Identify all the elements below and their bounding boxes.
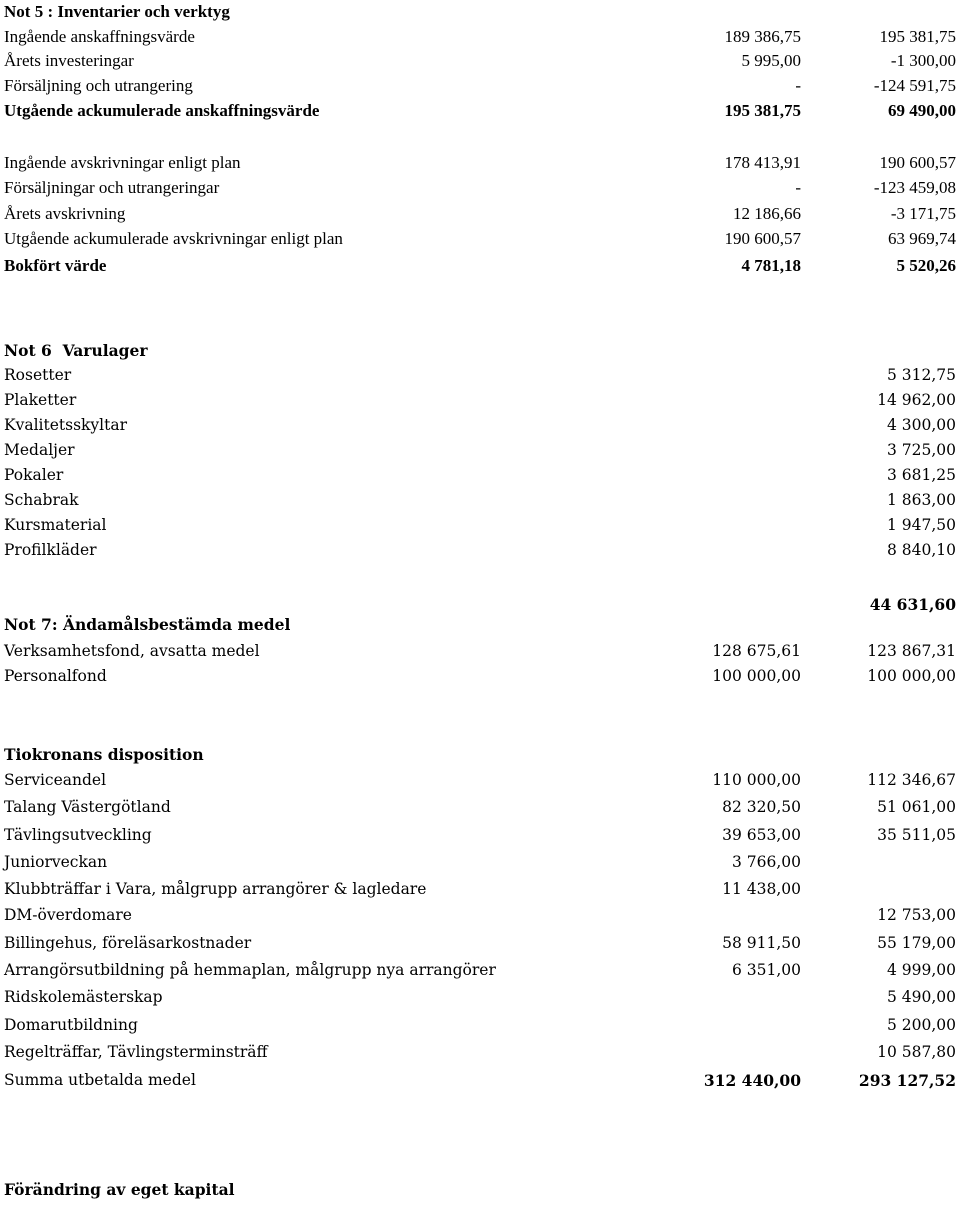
row-value-previous: 4 999,00: [886, 961, 956, 979]
row-value-previous: 100 000,00: [867, 667, 956, 685]
row-value-current: 195 381,75: [724, 101, 801, 120]
row-label: Ingående avskrivningar enligt plan: [4, 153, 241, 172]
row-value-previous: -1 300,00: [890, 51, 956, 70]
row-value-previous: 35 511,05: [877, 826, 956, 844]
row-value-current: 58 911,50: [722, 934, 801, 952]
row-value: 14 962,00: [877, 391, 956, 409]
table-row: [0, 906, 960, 932]
row-value-current: 100 000,00: [712, 667, 801, 685]
row-label: Serviceandel: [4, 771, 107, 789]
row-label: Ingående anskaffningsvärde: [4, 27, 195, 46]
row-label: DM-överdomare: [4, 906, 132, 924]
row-value-previous: 123 867,31: [867, 642, 956, 660]
table-row: [0, 178, 960, 204]
forandring-heading-text: Förändring av eget kapital: [4, 1180, 235, 1199]
table-row: [0, 101, 960, 127]
tiokronan-heading-text: Tiokronans disposition: [4, 745, 204, 764]
total-value: 44 631,60: [869, 595, 956, 614]
row-value-previous: -124 591,75: [873, 76, 956, 95]
row-label: Bokfört värde: [4, 256, 107, 275]
row-value-current: 178 413,91: [724, 153, 801, 172]
forandring-heading: [0, 1180, 960, 1206]
list-item: [0, 391, 960, 417]
row-value-current: 190 600,57: [724, 229, 801, 248]
table-row: [0, 880, 960, 906]
tiokronan-heading: [0, 745, 960, 771]
row-value-previous: 5 200,00: [886, 1016, 956, 1034]
row-value-current: 82 320,50: [722, 798, 801, 816]
row-label: Summa utbetalda medel: [4, 1071, 196, 1089]
table-row: [0, 229, 960, 255]
row-value-previous: 195 381,75: [879, 27, 956, 46]
row-label: Utgående ackumulerade anskaffningsvärde: [4, 101, 320, 120]
row-label: Medaljer: [4, 441, 75, 459]
table-row: [0, 27, 960, 53]
table-row: [0, 798, 960, 824]
row-value-current: 110 000,00: [712, 771, 801, 789]
table-row: [0, 76, 960, 102]
row-label: Plaketter: [4, 391, 77, 409]
row-label: Kvalitetsskyltar: [4, 416, 128, 434]
row-value-current: 189 386,75: [724, 27, 801, 46]
row-value-current: 11 438,00: [722, 880, 801, 898]
row-value-previous: 10 587,80: [877, 1043, 956, 1061]
table-row: [0, 853, 960, 879]
row-label: Profilkläder: [4, 541, 97, 559]
row-label: Personalfond: [4, 667, 107, 685]
row-label: Schabrak: [4, 491, 79, 509]
row-value-current: 12 186,66: [733, 204, 801, 223]
row-value-previous: 69 490,00: [888, 101, 956, 120]
table-row: [0, 961, 960, 987]
note6-heading-text: Not 6 Varulager: [4, 341, 148, 360]
row-value: 5 312,75: [886, 366, 956, 384]
row-label: Regelträffar, Tävlingsterminsträff: [4, 1043, 268, 1061]
row-value-current: 4 781,18: [741, 256, 801, 275]
row-label: Domarutbildning: [4, 1016, 138, 1034]
row-value-previous: 55 179,00: [877, 934, 956, 952]
row-value-current: -: [795, 76, 801, 95]
row-label: Arrangörsutbildning på hemmaplan, målgrupp nya arrangörer: [4, 961, 496, 979]
row-label: Årets avskrivning: [4, 204, 126, 223]
row-label: Billingehus, föreläsarkostnader: [4, 934, 252, 952]
table-row: [0, 153, 960, 179]
table-row: [0, 771, 960, 797]
row-value-previous: 51 061,00: [877, 798, 956, 816]
list-item: [0, 366, 960, 392]
table-row: [0, 826, 960, 852]
row-value-previous: 293 127,52: [858, 1071, 956, 1090]
row-value-current: -: [795, 178, 801, 197]
row-label: Kursmaterial: [4, 516, 107, 534]
row-value-previous: 5 520,26: [896, 256, 956, 275]
row-value-previous: -3 171,75: [890, 204, 956, 223]
list-item: [0, 491, 960, 517]
note6-heading: [0, 341, 960, 367]
row-label: Juniorveckan: [4, 853, 108, 871]
row-label: Årets investeringar: [4, 51, 134, 70]
row-value-previous: 5 490,00: [886, 988, 956, 1006]
list-item: [0, 541, 960, 567]
summary-row: [0, 1071, 960, 1097]
table-row: [0, 988, 960, 1014]
table-row: [0, 667, 960, 693]
row-label: Försäljningar och utrangeringar: [4, 178, 220, 197]
table-row: [0, 204, 960, 230]
list-item: [0, 466, 960, 492]
row-value: 1 863,00: [886, 491, 956, 509]
note7-heading-text: Not 7: Ändamålsbestämda medel: [4, 615, 291, 634]
table-row: [0, 642, 960, 668]
row-value: 4 300,00: [886, 416, 956, 434]
row-label: Talang Västergötland: [4, 798, 171, 816]
table-row: [0, 51, 960, 77]
row-value-current: 39 653,00: [722, 826, 801, 844]
row-label: Klubbträffar i Vara, målgrupp arrangörer & lagledare: [4, 880, 427, 898]
note5-heading: [0, 2, 960, 28]
row-value-current: 3 766,00: [731, 853, 801, 871]
row-value: 3 681,25: [886, 466, 956, 484]
row-value: 8 840,10: [886, 541, 956, 559]
list-item: [0, 441, 960, 467]
row-value-current: 312 440,00: [703, 1071, 801, 1090]
row-value-previous: -123 459,08: [873, 178, 956, 197]
row-value-previous: 12 753,00: [877, 906, 956, 924]
list-item: [0, 416, 960, 442]
row-label: Försäljning och utrangering: [4, 76, 193, 95]
row-label: Verksamhetsfond, avsatta medel: [4, 642, 260, 660]
table-row: [0, 1016, 960, 1042]
table-row: [0, 1043, 960, 1069]
row-value-previous: 112 346,67: [867, 771, 956, 789]
row-label: Pokaler: [4, 466, 64, 484]
row-value-current: 5 995,00: [741, 51, 801, 70]
row-value-previous: 190 600,57: [879, 153, 956, 172]
list-item: [0, 516, 960, 542]
table-row: [0, 256, 960, 282]
note7-heading: [0, 615, 960, 641]
row-value-current: 6 351,00: [731, 961, 801, 979]
row-label: Rosetter: [4, 366, 72, 384]
row-label: Tävlingsutveckling: [4, 826, 152, 844]
row-label: Ridskolemästerskap: [4, 988, 163, 1006]
table-row: [0, 934, 960, 960]
row-value: 1 947,50: [886, 516, 956, 534]
note5-heading-text: Not 5 : Inventarier och verktyg: [4, 2, 230, 21]
row-value-previous: 63 969,74: [888, 229, 956, 248]
row-value: 3 725,00: [886, 441, 956, 459]
row-value-current: 128 675,61: [712, 642, 801, 660]
row-label: Utgående ackumulerade avskrivningar enligt plan: [4, 229, 343, 248]
